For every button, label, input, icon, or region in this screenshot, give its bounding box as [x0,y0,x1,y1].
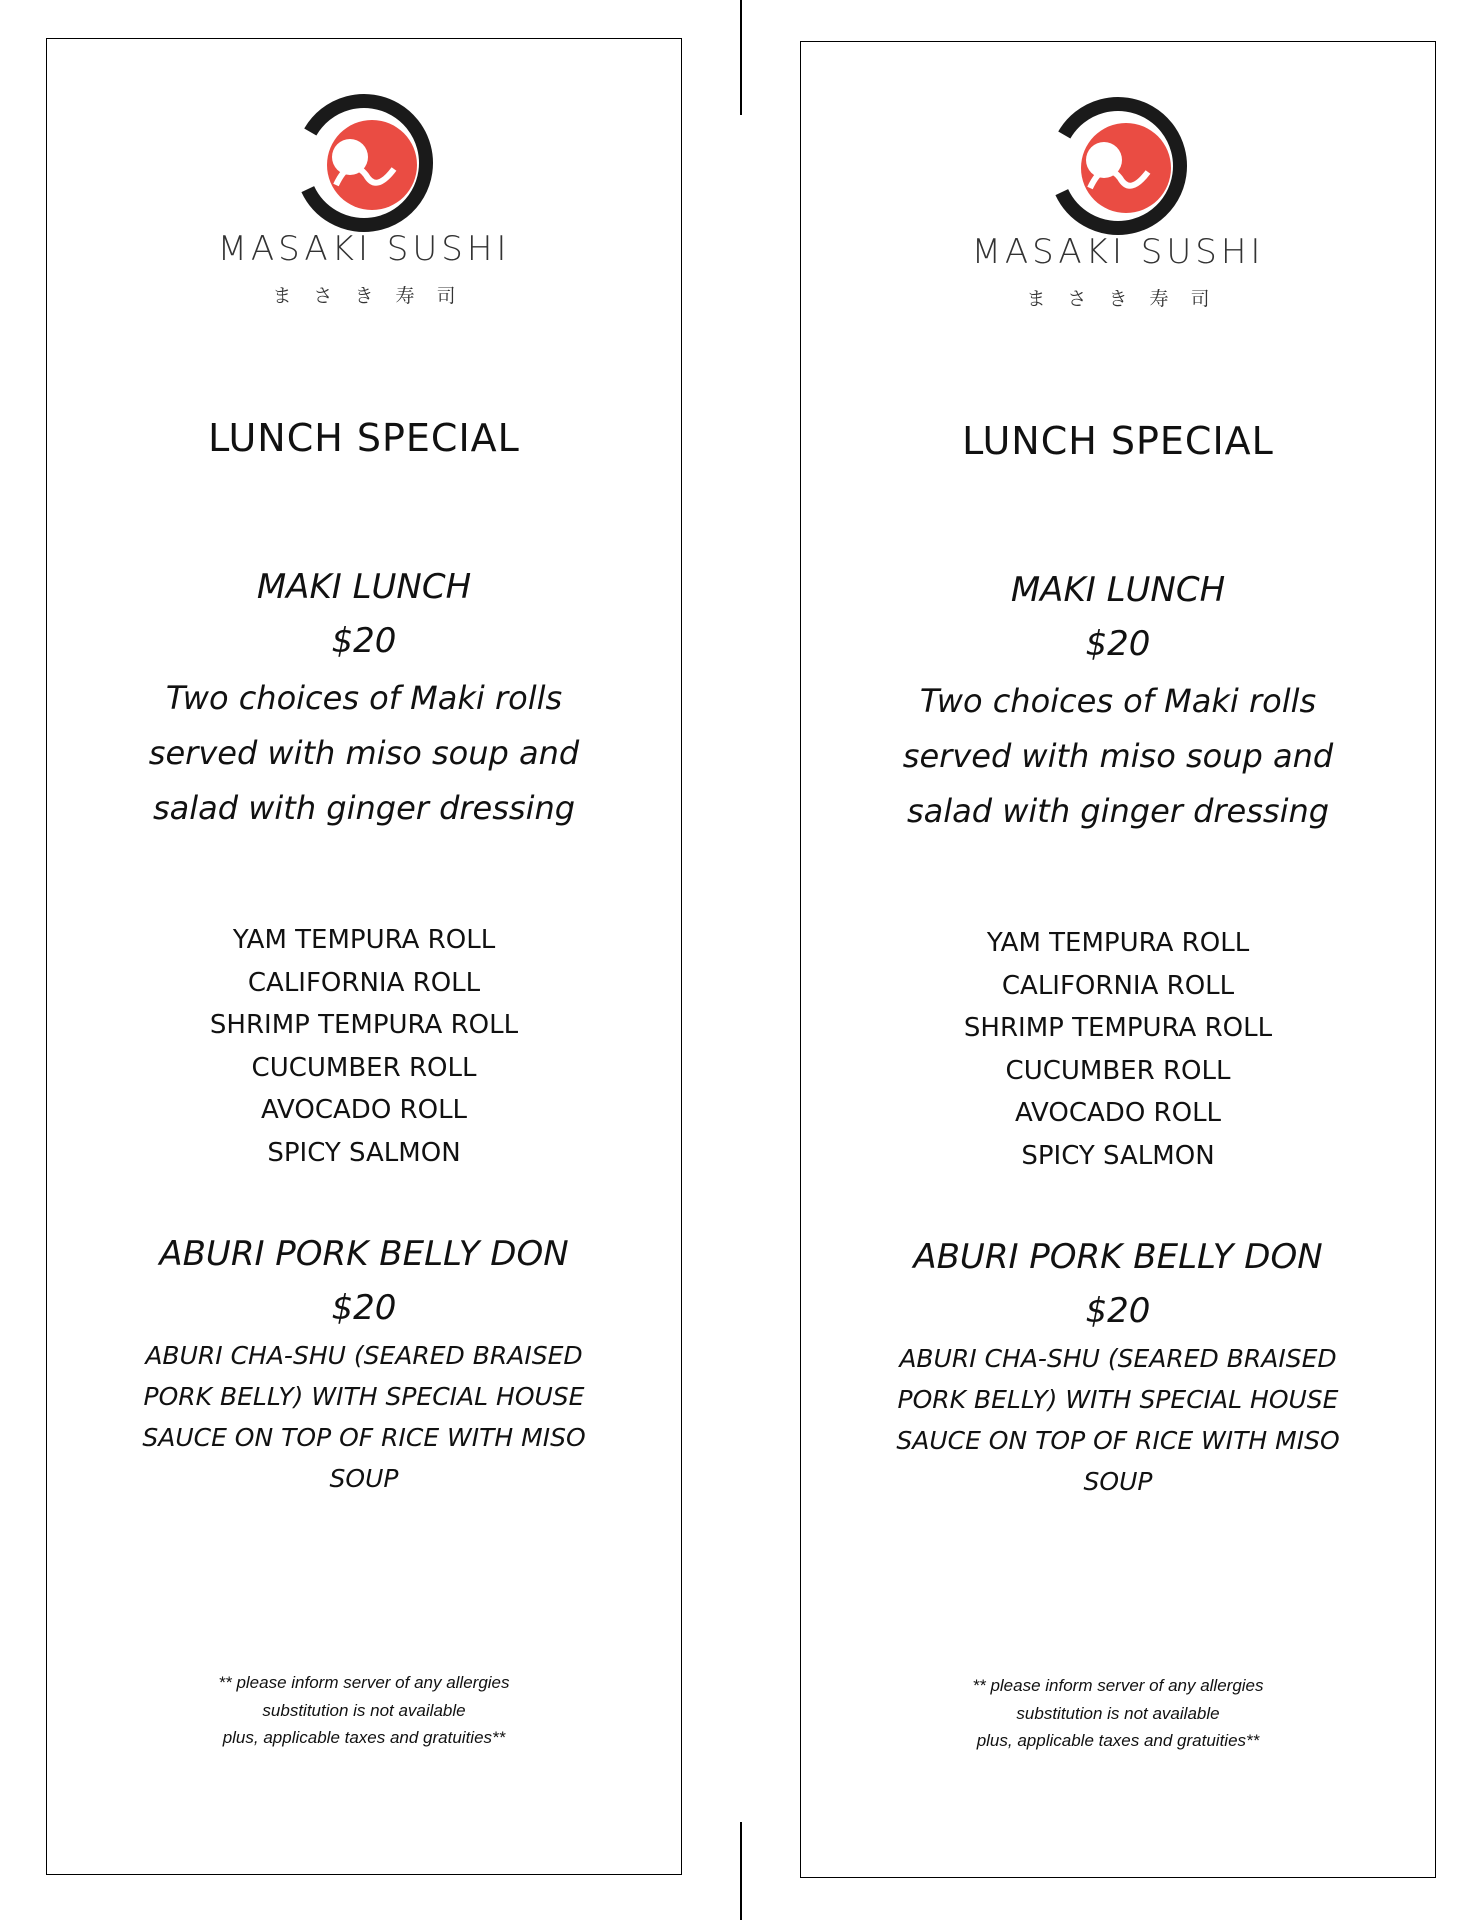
roll-item: SPICY SALMON [1021,1140,1215,1171]
roll-item: YAM TEMPURA ROLL [986,928,1250,958]
roll-item: CALIFORNIA ROLL [247,967,481,998]
roll-item: CUCUMBER ROLL [1005,1055,1231,1086]
roll-item: SPICY SALMON [267,1137,461,1168]
pork-belly-don-price: $20 [1085,1291,1151,1331]
roll-item: CUCUMBER ROLL [251,1052,477,1083]
pork-belly-don-name: ABURI PORK BELLY DON [159,1234,569,1274]
cut-line-top [740,0,742,115]
roll-item: SHRIMP TEMPURA ROLL [963,1013,1273,1043]
maki-lunch-description: Two choices of Maki rolls served with miso soup and salad with ginger dressing [902,682,1334,830]
ensō-logo-icon [284,87,444,237]
maki-roll-list [801,922,1435,1177]
footnote-line: substitution is not available [1016,1703,1220,1723]
maki-lunch-price: $20 [331,621,397,661]
footnote-line: plus, applicable taxes and gratuities** [222,1728,506,1747]
cut-line-bottom [740,1822,742,1920]
pork-belly-don-description: ABURI CHA-SHU (SEARED BRAISED PORK BELLY) WITH SPECIAL HOUSE SAUCE ON TOP OF RICE WITH MISO SOUP [142,1341,586,1493]
menu-card-left [46,38,682,1875]
pork-belly-don-description: ABURI CHA-SHU (SEARED BRAISED PORK BELLY) WITH SPECIAL HOUSE SAUCE ON TOP OF RICE WITH MISO SOUP [896,1344,1340,1496]
maki-lunch-description: Two choices of Maki rolls served with miso soup and salad with ginger dressing [148,679,580,827]
maki-lunch-name: MAKI LUNCH [1010,570,1226,610]
roll-item: CALIFORNIA ROLL [1001,970,1235,1001]
brand-japanese: まさき寿司 [272,285,478,307]
menu-card-right [800,41,1436,1878]
footnote-line: ** please inform server of any allergies [972,1676,1264,1695]
menu-footnote [47,1669,681,1752]
pork-belly-don-price: $20 [331,1288,397,1328]
menu-footnote [801,1672,1435,1755]
ensō-logo-icon [1038,90,1198,240]
footnote-line: ** please inform server of any allergies [218,1673,510,1692]
maki-lunch-price: $20 [1085,624,1151,664]
menu-heading: LUNCH SPECIAL [208,416,520,460]
brand-name: MASAKI SUSHI [971,232,1265,272]
brand-japanese: まさき寿司 [1026,288,1232,310]
roll-item: SHRIMP TEMPURA ROLL [209,1010,519,1040]
pork-belly-don-name: ABURI PORK BELLY DON [913,1237,1323,1277]
maki-lunch-name: MAKI LUNCH [256,567,472,607]
menu-heading: LUNCH SPECIAL [962,419,1274,463]
footnote-line: substitution is not available [262,1700,466,1720]
maki-roll-list [47,919,681,1174]
brand-name: MASAKI SUSHI [217,229,511,269]
roll-item: YAM TEMPURA ROLL [232,925,496,955]
roll-item: AVOCADO ROLL [260,1095,468,1125]
roll-item: AVOCADO ROLL [1014,1098,1222,1128]
footnote-line: plus, applicable taxes and gratuities** [976,1731,1260,1750]
